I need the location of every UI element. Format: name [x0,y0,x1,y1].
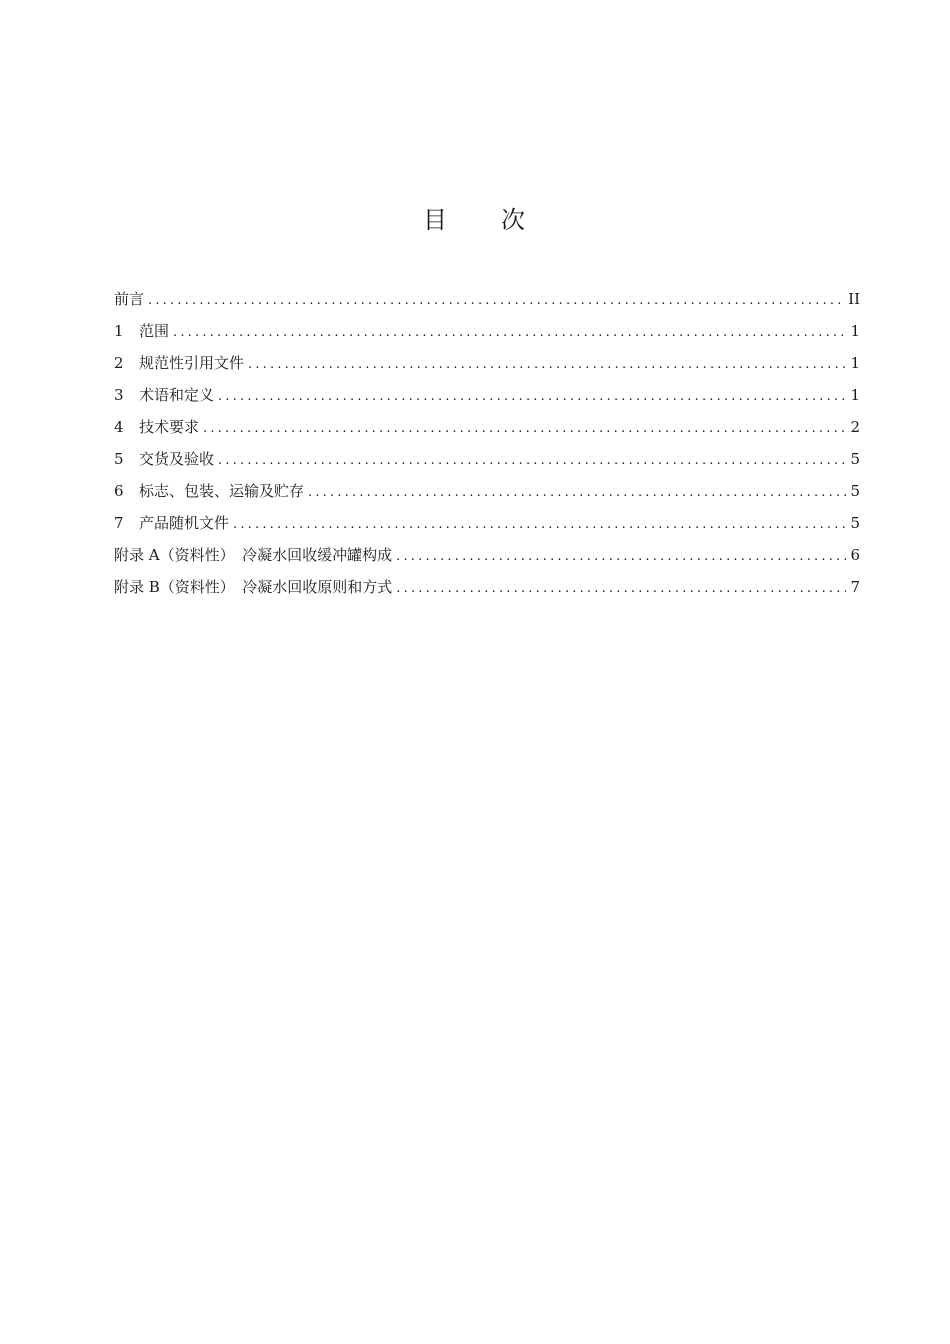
toc-entry-page: 5 [850,514,860,532]
table-of-contents [114,287,860,607]
toc-entry-appendix-b[interactable] [114,575,860,607]
toc-leader-dots [148,289,844,313]
toc-leader-dots [396,545,846,569]
toc-entry-page: 6 [850,546,860,564]
toc-entry-page: 5 [850,482,860,500]
toc-leader-dots [173,321,846,345]
toc-entry-number: 4 [114,418,124,436]
toc-entry-page: 1 [850,386,860,404]
toc-entry-1[interactable] [114,319,860,351]
toc-entry-page: 5 [850,450,860,468]
toc-leader-dots [308,481,846,505]
toc-entry-label: 标志、包装、运输及贮存 [139,482,305,500]
toc-leader-dots [218,449,846,473]
title-char-2: 次 [501,206,527,234]
toc-entry-5[interactable] [114,447,860,479]
toc-entry-page: 2 [850,418,860,436]
toc-leader-dots [248,353,846,377]
toc-entry-preface[interactable] [114,287,860,319]
toc-entry-label: 术语和定义 [139,386,215,404]
toc-entry-label: 规范性引用文件 [139,354,245,372]
page-title [0,200,950,235]
toc-leader-dots [203,417,846,441]
toc-entry-2[interactable] [114,351,860,383]
toc-entry-page: 7 [850,578,860,596]
toc-entry-4[interactable] [114,415,860,447]
toc-entry-page: 1 [850,322,860,340]
toc-leader-dots [233,513,846,537]
toc-entry-label: 产品随机文件 [139,514,230,532]
toc-entry-label: 附录 A（资料性） 冷凝水回收缓冲罐构成 [114,546,393,564]
toc-entry-number: 2 [114,354,124,372]
toc-entry-label: 前言 [114,290,145,308]
toc-entry-number: 7 [114,514,124,532]
toc-leader-dots [396,577,846,601]
toc-entry-label: 范围 [139,322,170,340]
toc-entry-7[interactable] [114,511,860,543]
toc-entry-3[interactable] [114,383,860,415]
toc-entry-page: 1 [850,354,860,372]
toc-entry-label: 交货及验收 [139,450,215,468]
toc-entry-appendix-a[interactable] [114,543,860,575]
toc-entry-number: 6 [114,482,124,500]
toc-entry-number: 3 [114,386,124,404]
toc-entry-page: II [848,290,860,308]
toc-leader-dots [218,385,846,409]
toc-entry-label: 附录 B（资料性） 冷凝水回收原则和方式 [114,578,393,596]
title-char-1: 目 [423,206,449,234]
toc-entry-number: 5 [114,450,124,468]
toc-entry-number: 1 [114,322,124,340]
toc-entry-label: 技术要求 [139,418,200,436]
toc-entry-6[interactable] [114,479,860,511]
